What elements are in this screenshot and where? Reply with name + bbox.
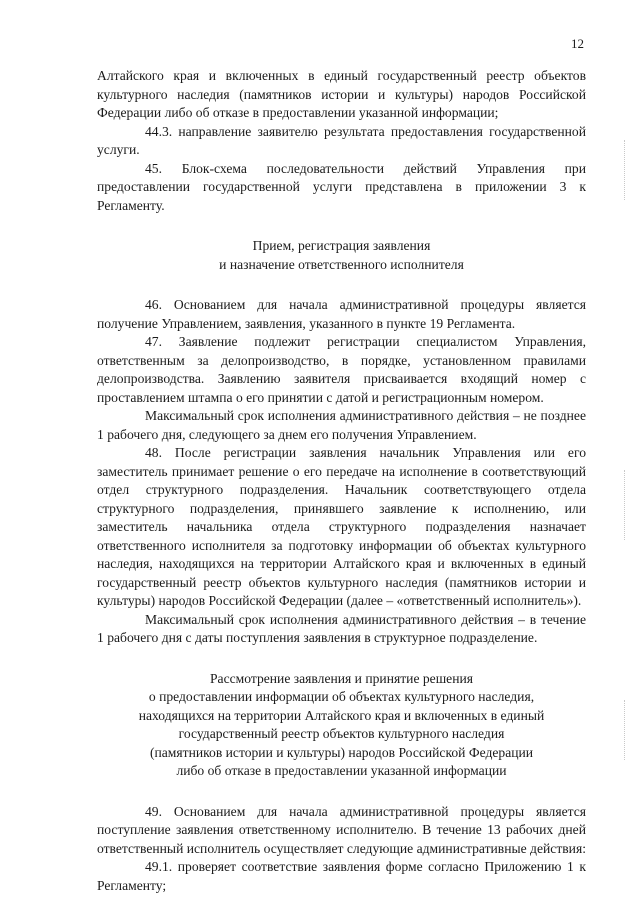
paragraph-46: 46. Основанием для начала административной процедуры является получение Управлением, заявления, указанного в пункте 19 Регламента.: [97, 297, 586, 331]
paragraph-45: 45. Блок-схема последовательности действий Управления при предоставлении государственной услуги представлена в приложении 3 к Регламенту.: [97, 160, 586, 213]
paragraph-max-term-2: Максимальный срок исполнения административного действия – в течение 1 рабочего дня с даты поступления заявления в структурное подразделение.: [97, 611, 586, 645]
section-heading-line: Рассмотрение заявления и принятие решения: [209, 670, 474, 686]
paragraph-49-1: 49.1. проверяет соответствие заявления форме согласно Приложению 1 к Регламенту;: [97, 859, 586, 893]
scan-edge-mark: [624, 140, 626, 200]
section-heading-review: [97, 670, 586, 781]
paragraph-49: 49. Основанием для начала административной процедуры является поступление заявления ответственному исполнителю. В течение 13 рабочих дней ответственный исполнитель осуществляет следующие административные действия:: [97, 803, 586, 856]
paragraph-44-3: 44.3. направление заявителю результата предоставления государственной услуги.: [97, 123, 586, 157]
section-heading-line: государственный реестр объектов культурного наследия: [178, 726, 505, 741]
scan-edge-mark: [624, 470, 626, 540]
section-heading-line: о предоставлении информации об объектах культурного наследия,: [148, 689, 535, 704]
section-heading-line: и назначение ответственного исполнителя: [219, 256, 464, 272]
section-heading-line: либо об отказе в предоставлении указанной информации: [176, 763, 507, 778]
paragraph-47: 47. Заявление подлежит регистрации специалистом Управления, ответственным за делопроизводство, в порядке, установленном правилами делопроизводства. Заявлению заявителя присваивается входящий номер с проставлением штампа о его принятии с датой и регистрационным номером.: [97, 334, 586, 405]
paragraph-continuation: Алтайского края и включенных в единый государственный реестр объектов культурного наследия (памятников истории и культуры) народов Российской Федерации либо об отказе в предоставлении указанной информации;: [97, 68, 586, 120]
section-heading-line: находящихся на территории Алтайского края и включенных в единый: [138, 707, 545, 723]
section-heading-line: Прием, регистрация заявления: [252, 238, 431, 253]
section-heading-reception: [97, 237, 586, 274]
paragraph-48: 48. После регистрации заявления начальник Управления или его заместитель принимает решение о его передаче на исполнение в соответствующий отдел структурного подразделения. Начальник соответствующего отдела структурного подразделения, принявшего заявление к исполнению, или заместитель начальника отдела структурного подразделения назначает ответственного исполнителя за подготовку информации об объектах культурного наследия, находящихся на территории Алтайского края и включенных в единый государственный реестр объектов культурного наследия (памятников истории и культуры) народов Российской Федерации (далее – «ответственный исполнитель»).: [97, 445, 586, 608]
page-number: 12: [571, 36, 584, 51]
document-body: [97, 67, 586, 895]
section-heading-line: (памятников истории и культуры) народов Российской Федерации: [149, 744, 534, 760]
scan-edge-mark: [624, 700, 626, 760]
paragraph-max-term-1: Максимальный срок исполнения административного действия – не позднее 1 рабочего дня, следующего за днем его получения Управлением.: [97, 408, 586, 442]
